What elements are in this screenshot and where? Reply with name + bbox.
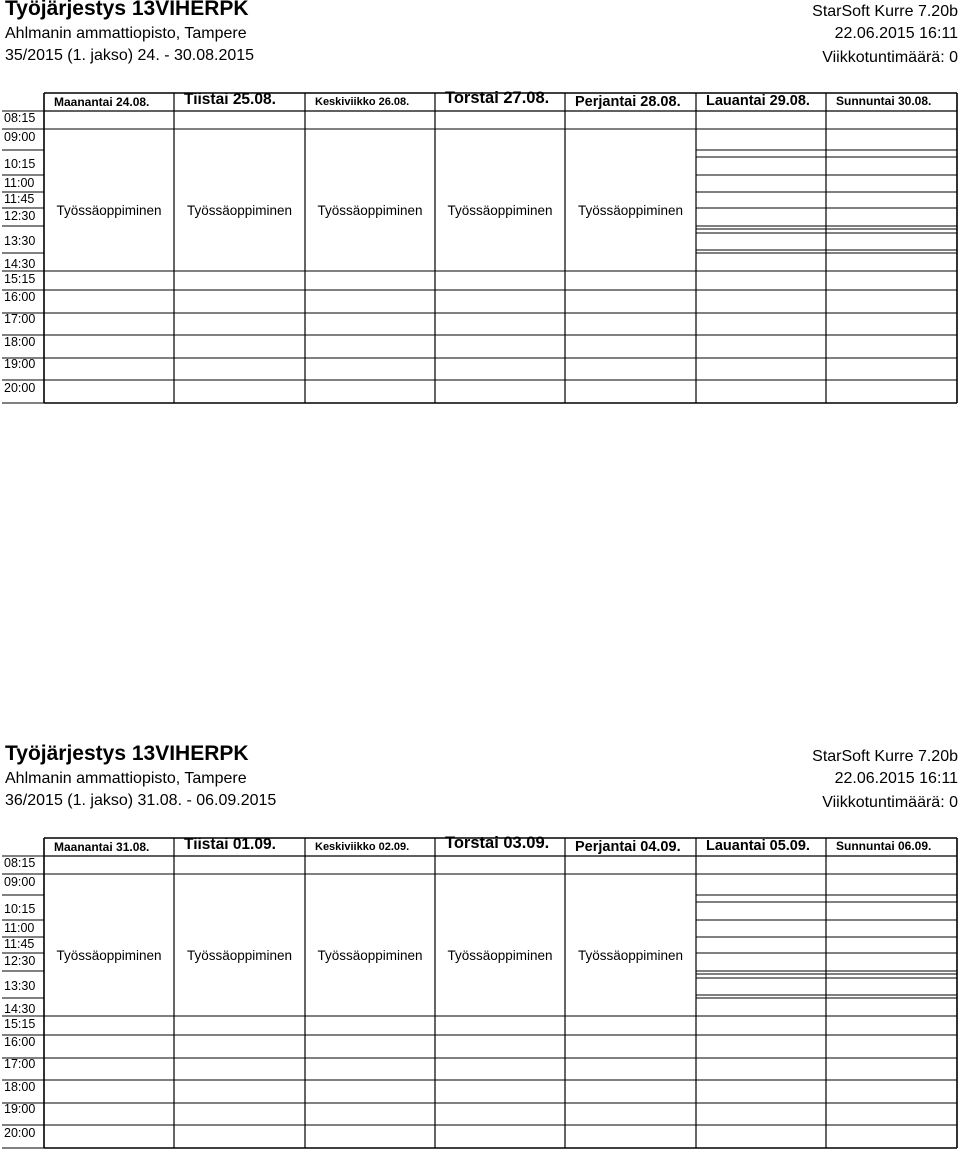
software-version: StarSoft Kurre 7.20b <box>812 3 958 20</box>
page-title: Työjärjestys 13VIHERPK <box>5 0 249 20</box>
time-label: 14:30 <box>4 1002 36 1016</box>
day-header: Torstai 03.09. <box>445 834 550 852</box>
day-header: Sunnuntai 30.08. <box>836 94 932 108</box>
print-timestamp: 22.06.2015 16:11 <box>834 770 958 787</box>
time-label: 13:30 <box>4 979 36 993</box>
software-version: StarSoft Kurre 7.20b <box>812 748 958 765</box>
event-label: Työssäoppiminen <box>56 203 162 218</box>
weekly-hours: Viikkotuntimäärä: 0 <box>822 49 958 66</box>
time-label: 16:00 <box>4 1035 36 1049</box>
day-header: Keskiviikko 26.08. <box>315 96 410 108</box>
day-header: Lauantai 29.08. <box>706 93 810 109</box>
timetable-grid <box>0 745 960 1165</box>
day-header: Tiistai 25.08. <box>184 91 276 108</box>
event-label: Työssäoppiminen <box>56 948 162 963</box>
day-header: Lauantai 05.09. <box>706 838 810 854</box>
week-range: 35/2015 (1. jakso) 24. - 30.08.2015 <box>5 47 255 64</box>
time-label: 08:15 <box>4 111 36 125</box>
time-label: 18:00 <box>4 1080 36 1094</box>
week-range: 36/2015 (1. jakso) 31.08. - 06.09.2015 <box>5 792 277 809</box>
time-label: 09:00 <box>4 130 36 144</box>
page-title: Työjärjestys 13VIHERPK <box>5 742 249 765</box>
time-label: 15:15 <box>4 272 36 286</box>
day-header: Tiistai 01.09. <box>184 836 276 853</box>
time-label: 20:00 <box>4 381 36 395</box>
event-label: Työssäoppiminen <box>447 948 553 963</box>
time-label: 11:45 <box>4 937 35 951</box>
time-label: 13:30 <box>4 234 36 248</box>
time-label: 12:30 <box>4 954 36 968</box>
event-label: Työssäoppiminen <box>317 948 423 963</box>
time-label: 11:45 <box>4 192 35 206</box>
time-label: 10:15 <box>4 902 36 916</box>
time-label: 17:00 <box>4 1057 36 1071</box>
time-label: 08:15 <box>4 856 36 870</box>
time-label: 11:00 <box>4 176 35 190</box>
time-label: 19:00 <box>4 357 36 371</box>
day-header: Perjantai 04.09. <box>575 839 681 855</box>
school-name: Ahlmanin ammattiopisto, Tampere <box>5 25 247 42</box>
day-header: Torstai 27.08. <box>445 89 550 107</box>
time-label: 12:30 <box>4 209 36 223</box>
event-label: Työssäoppiminen <box>577 203 684 218</box>
event-label: Työssäoppiminen <box>186 948 293 963</box>
time-label: 15:15 <box>4 1017 36 1031</box>
time-label: 17:00 <box>4 312 36 326</box>
time-label: 20:00 <box>4 1126 36 1140</box>
event-label: Työssäoppiminen <box>186 203 293 218</box>
event-label: Työssäoppiminen <box>317 203 423 218</box>
timetable-grid <box>0 0 960 420</box>
weekly-hours: Viikkotuntimäärä: 0 <box>822 794 958 811</box>
time-label: 14:30 <box>4 257 36 271</box>
print-timestamp: 22.06.2015 16:11 <box>834 25 958 42</box>
time-label: 11:00 <box>4 921 35 935</box>
time-label: 16:00 <box>4 290 36 304</box>
day-header: Sunnuntai 06.09. <box>836 839 932 853</box>
day-header: Maanantai 24.08. <box>54 95 150 109</box>
event-label: Työssäoppiminen <box>577 948 684 963</box>
time-label: 10:15 <box>4 157 36 171</box>
school-name: Ahlmanin ammattiopisto, Tampere <box>5 770 247 787</box>
day-header: Maanantai 31.08. <box>54 840 150 854</box>
time-label: 09:00 <box>4 875 36 889</box>
time-label: 18:00 <box>4 335 36 349</box>
day-header: Perjantai 28.08. <box>575 94 681 110</box>
day-header: Keskiviikko 02.09. <box>315 841 410 853</box>
time-label: 19:00 <box>4 1102 36 1116</box>
event-label: Työssäoppiminen <box>447 203 553 218</box>
